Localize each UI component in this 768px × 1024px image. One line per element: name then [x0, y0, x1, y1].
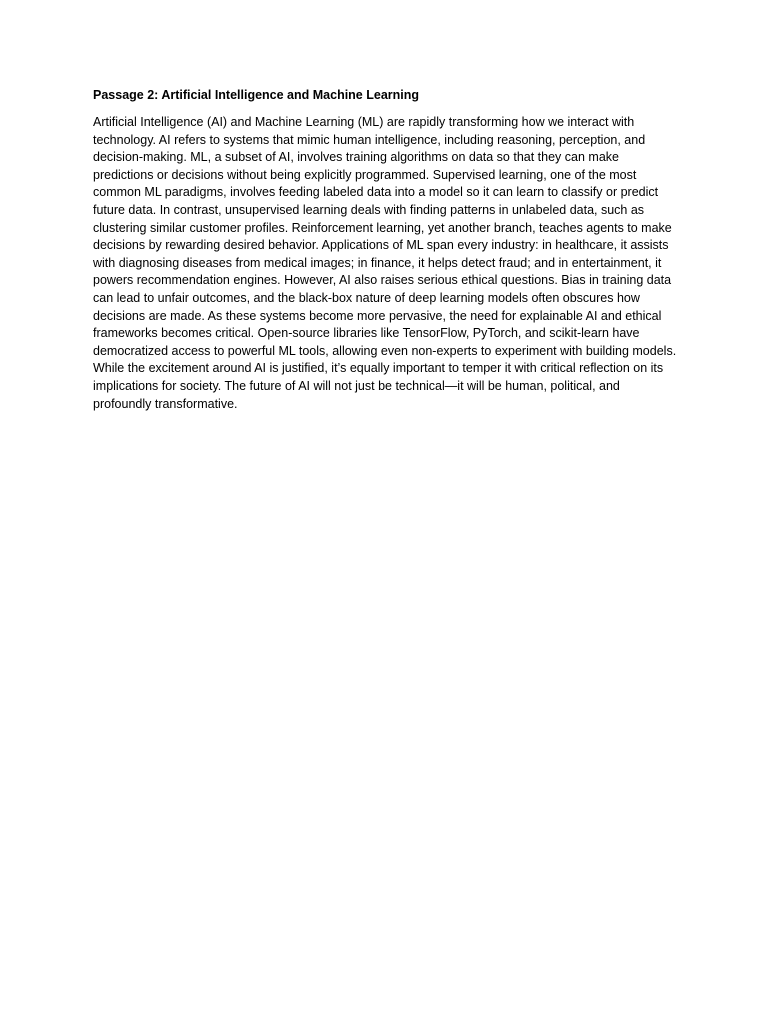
passage-content	[93, 86, 678, 413]
passage-title: Passage 2: Artificial Intelligence and Machine Learning	[93, 88, 420, 102]
passage-body: Artificial Intelligence (AI) and Machine Learning (ML) are rapidly transforming how we interact with technology. AI refers to systems that mimic human intelligence, including reasoning, perception, and decision-making. ML, a subset of AI, involves training algorithms on data so that they can make predictions or decisions without being explicitly programmed. Supervised learning, one of the most common ML paradigms, involves feeding labeled data into a model so it can learn to classify or predict future data. In contrast, unsupervised learning deals with finding patterns in unlabeled data, such as clustering similar customer profiles. Reinforcement learning, yet another branch, teaches agents to make decisions by rewarding desired behavior. Applications of ML span every industry: in healthcare, it assists with diagnosing diseases from medical images; in finance, it helps detect fraud; and in entertainment, it powers recommendation engines. However, AI also raises serious ethical questions. Bias in training data can lead to unfair outcomes, and the black-box nature of deep learning models often obscures how decisions are made. As these systems become more pervasive, the need for explainable AI and ethical frameworks becomes critical. Open-source libraries like TensorFlow, PyTorch, and scikit-learn have democratized access to powerful ML tools, allowing even non-experts to experiment with building models. While the excitement around AI is justified, it’s equally important to temper it with critical reflection on its implications for society. The future of AI will not just be technical—it will be human, political, and profoundly transformative.	[93, 115, 677, 411]
